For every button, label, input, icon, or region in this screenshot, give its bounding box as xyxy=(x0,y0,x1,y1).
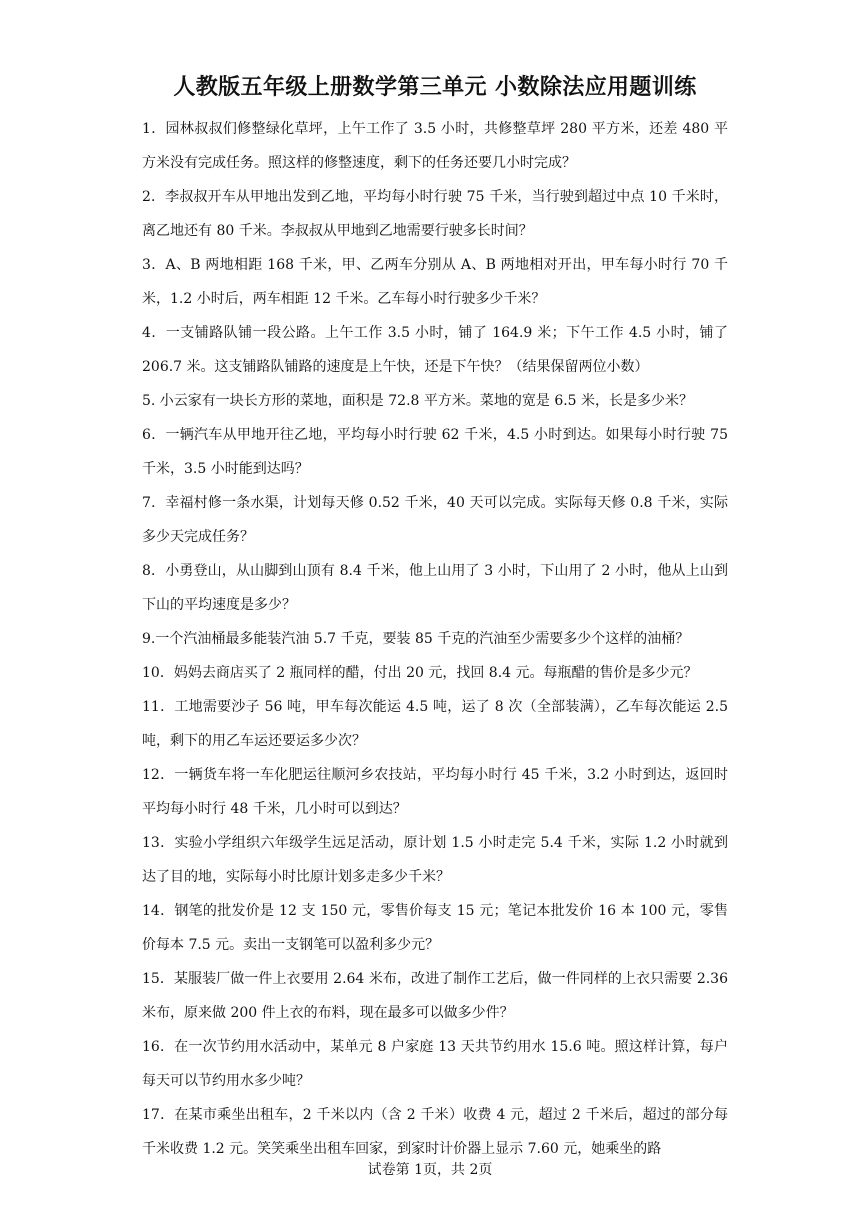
question-item: 14．钢笔的批发价是 12 支 150 元，零售价每支 15 元；笔记本批发价 16 本 100 元，零售价每本 7.5 元。卖出一支钢笔可以盈利多少元？ xyxy=(142,903,728,953)
page-footer: 试卷第 1页，共 2页 xyxy=(367,1162,493,1178)
question-item: 11．工地需要沙子 56 吨，甲车每次能运 4.5 吨，运了 8 次（全部装满），乙车每次能运 2.5 吨，剩下的用乙车运还要运多少次？ xyxy=(142,699,728,749)
question-item: 9.一个汽油桶最多能装汽油 5.7 千克，要装 85 千克的汽油至少需要多少个这样的油桶？ xyxy=(142,631,690,647)
question-list xyxy=(142,112,728,1166)
question-item: 17．在某市乘坐出租车，2 千米以内（含 2 千米）收费 4 元，超过 2 千米后，超过的部分每千米收费 1.2 元。笑笑乘坐出租车回家，到家时计价器上显示 7.60 元，她乘坐的路 xyxy=(142,1107,728,1157)
question-item: 15．某服装厂做一件上衣要用 2.64 米布，改进了制作工艺后，做一件同样的上衣只需要 2.36 米布，原来做 200 件上衣的布料，现在最多可以做多少件？ xyxy=(142,971,728,1021)
question-item: 6．一辆汽车从甲地开往乙地，平均每小时行驶 62 千米，4.5 小时到达。如果每小时行驶 75 千米，3.5 小时能到达吗？ xyxy=(142,427,728,477)
question-item: 3．A、B 两地相距 168 千米，甲、乙两车分别从 A、B 两地相对开出，甲车每小时行 70 千米，1.2 小时后，两车相距 12 千米。乙车每小时行驶多少千米？ xyxy=(142,257,728,307)
question-item: 7．幸福村修一条水渠，计划每天修 0.52 千米，40 天可以完成。实际每天修 0.8 千米，实际多少天完成任务？ xyxy=(142,495,728,545)
question-item: 5. 小云家有一块长方形的菜地，面积是 72.8 平方米。菜地的宽是 6.5 米，长是多少米？ xyxy=(142,393,694,409)
question-item: 2．李叔叔开车从甲地出发到乙地，平均每小时行驶 75 千米，当行驶到超过中点 10 千米时，离乙地还有 80 千米。李叔叔从甲地到乙地需要行驶多长时间？ xyxy=(142,189,728,239)
document-title: 人教版五年级上册数学第三单元 小数除法应用题训练 xyxy=(173,74,697,100)
question-item: 12．一辆货车将一车化肥运往顺河乡农技站，平均每小时行 45 千米，3.2 小时到达，返回时平均每小时行 48 千米，几小时可以到达？ xyxy=(142,767,728,817)
question-item: 8．小勇登山，从山脚到山顶有 8.4 千米，他上山用了 3 小时，下山用了 2 小时，他从上山到下山的平均速度是多少？ xyxy=(142,563,728,613)
question-item: 10．妈妈去商店买了 2 瓶同样的醋，付出 20 元，找回 8.4 元。每瓶醋的售价是多少元？ xyxy=(142,665,698,681)
question-item: 1．园林叔叔们修整绿化草坪，上午工作了 3.5 小时，共修整草坪 280 平方米，还差 480 平方米没有完成任务。照这样的修整速度，剩下的任务还要几小时完成？ xyxy=(142,121,728,171)
question-item: 4．一支铺路队铺一段公路。上午工作 3.5 小时，铺了 164.9 米；下午工作 4.5 小时，铺了 206.7 米。这支铺路队铺路的速度是上午快，还是下午快？（结果保留两位小数） xyxy=(142,325,728,375)
question-item: 16．在一次节约用水活动中，某单元 8 户家庭 13 天共节约用水 15.6 吨。照这样计算，每户每天可以节约用水多少吨？ xyxy=(142,1039,728,1089)
question-item: 13．实验小学组织六年级学生远足活动，原计划 1.5 小时走完 5.4 千米，实际 1.2 小时就到达了目的地，实际每小时比原计划多走多少千米？ xyxy=(142,835,728,885)
